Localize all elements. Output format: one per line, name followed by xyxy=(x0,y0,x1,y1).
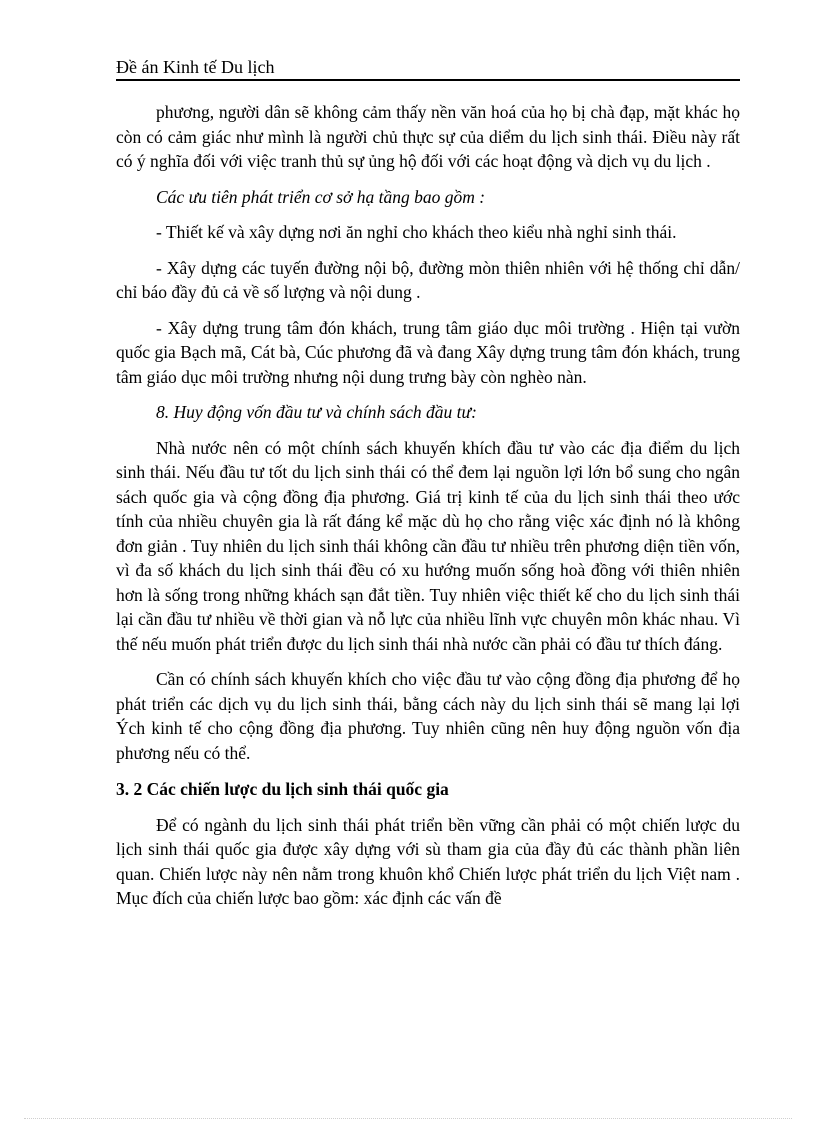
page-bottom-divider xyxy=(24,1118,792,1119)
section-heading: 3. 2 Các chiến lược du lịch sinh thái quốc gia xyxy=(116,779,449,799)
paragraph: Nhà nước nên có một chính sách khuyến khích đầu tư vào các địa điểm du lịch sinh thái. Nếu đầu tư tốt du lịch sinh thái có thể đem lại nguồn lợi lớn bổ sung cho ngân sách quốc gia và cộng đồng địa phương. Giá trị kinh tế của du lịch sinh thái theo ước tính của nhiều chuyên gia là rất đáng kể mặc dù họ cho rằng việc xác định nó là không đơn giản . Tuy nhiên du lịch sinh thái không cần đầu tư nhiều trên phương diện tiền vốn, vì đa số khách du lịch sinh thái đều có xu hướng muốn sống hoà đồng với thiên nhiên hơn là sống trong những khách sạn đắt tiền. Tuy nhiên việc thiết kế cho du lịch sinh thái lại cần đầu tư nhiều về thời gian và nỗ lực của nhiều lĩnh vực chuyên môn khác nhau. Vì thế nếu muốn phát triển được du lịch sinh thái nhà nước cần phải có đầu tư thích đáng. xyxy=(116,437,740,654)
list-item: - Xây dựng các tuyến đường nội bộ, đường mòn thiên nhiên với hệ thống chỉ dẫn/ chỉ báo đầy đủ cả về số lượng và nội dung . xyxy=(116,257,740,302)
page-header xyxy=(116,57,740,81)
paragraph: Để có ngành du lịch sinh thái phát triển bền vững cần phải có một chiến lược du lịch sinh thái quốc gia được xây dựng với sù tham gia của đầy đủ các thành phần liên quan. Chiến lược này nên nằm trong khuôn khổ Chiến lược phát triển du lịch Việt nam . Mục đích của chiến lược bao gồm: xác định các vấn đề xyxy=(116,814,740,908)
paragraph: phương, người dân sẽ không cảm thấy nền văn hoá của họ bị chà đạp, mặt khác họ còn có cảm giác như mình là người chủ thực sự của diểm du lịch sinh thái. Điều này rất có ý nghĩa đối với việc tranh thủ sự ủng hộ đối với các hoạt động và dịch vụ du lịch . xyxy=(116,102,740,171)
subheading-investment: 8. Huy động vốn đầu tư và chính sách đầu tư: xyxy=(156,402,477,422)
paragraph: Cần có chính sách khuyến khích cho việc đầu tư vào cộng đồng địa phương để họ phát triển các dịch vụ du lịch sinh thái, bằng cách này du lịch sinh thái sẽ mang lại lợi Ých kinh tế cho cộng đồng địa phương. Tuy nhiên cũng nên huy động nguồn vốn địa phương nếu có thể. xyxy=(116,669,740,763)
document-body xyxy=(116,100,740,911)
subheading-infrastructure: Các ưu tiên phát triển cơ sở hạ tầng bao gồm : xyxy=(156,186,486,207)
header-title: Đề án Kinh tế Du lịch xyxy=(116,57,275,77)
list-item: - Thiết kế và xây dựng nơi ăn nghỉ cho khách theo kiểu nhà nghỉ sinh thái. xyxy=(156,222,677,242)
list-item: - Xây dựng trung tâm đón khách, trung tâm giáo dục môi trường . Hiện tại vườn quốc gia Bạch mã, Cát bà, Cúc phương đã và đang Xây dựng trung tâm đón khách, trung tâm giáo dục môi trường nhưng nội dung trưng bày còn nghèo nàn. xyxy=(116,317,740,387)
